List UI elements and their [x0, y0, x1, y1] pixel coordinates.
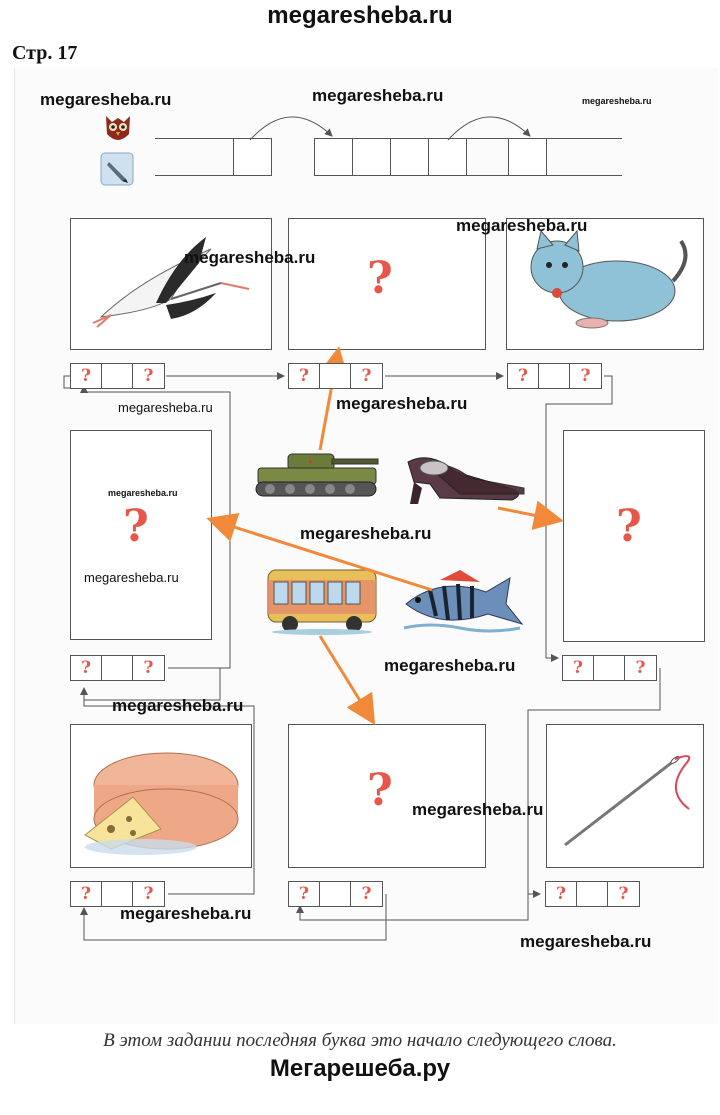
answer-cells-cat[interactable]	[507, 363, 602, 389]
middle-letter-cell[interactable]	[539, 364, 570, 388]
watermark: megaresheba.ru	[412, 800, 544, 819]
task-note: В этом задании последняя буква это начало следующего слова.	[103, 1030, 617, 1051]
watermark: megaresheba.ru	[582, 96, 652, 106]
site-header: megaresheba.ru	[267, 2, 453, 29]
middle-letter-cell[interactable]	[320, 364, 351, 388]
first-letter-cell[interactable]: ?	[563, 656, 594, 680]
frame-question-mark: ?	[123, 501, 149, 552]
middle-letter-cell[interactable]	[577, 882, 608, 906]
last-letter-cell[interactable]: ?	[580, 366, 591, 386]
watermark: megaresheba.ru	[384, 656, 516, 675]
watermark: megaresheba.ru	[118, 400, 213, 415]
first-letter-cell[interactable]: ?	[71, 656, 102, 680]
watermark: megaresheba.ru	[300, 524, 432, 543]
last-letter-cell[interactable]: ?	[361, 884, 372, 904]
watermark: megaresheba.ru	[520, 932, 652, 951]
watermark: megaresheba.ru	[40, 90, 172, 109]
watermark: megaresheba.ru	[336, 394, 468, 413]
watermark: megaresheba.ru	[84, 570, 179, 585]
answer-cells-unknown-1[interactable]	[288, 363, 383, 389]
last-letter-cell[interactable]: ?	[635, 658, 646, 678]
watermark: megaresheba.ru	[312, 86, 444, 105]
first-letter-cell[interactable]: ?	[508, 364, 539, 388]
middle-letter-cell[interactable]	[594, 656, 625, 680]
middle-letter-cell[interactable]	[102, 656, 133, 680]
last-letter-cell[interactable]: ?	[361, 366, 372, 386]
first-letter-cell[interactable]: ?	[546, 882, 577, 906]
first-letter-cell[interactable]: ?	[289, 364, 320, 388]
answer-cells-unknown-4[interactable]	[288, 881, 383, 907]
frame-question-mark: ?	[616, 501, 642, 552]
page-label: Стр. 17	[12, 42, 78, 64]
first-letter-cell[interactable]: ?	[71, 364, 102, 388]
first-letter-cell[interactable]: ?	[289, 882, 320, 906]
frame-question-mark: ?	[367, 765, 393, 816]
last-letter-cell[interactable]: ?	[143, 658, 154, 678]
watermark: megaresheba.ru	[456, 216, 588, 235]
last-letter-cell[interactable]: ?	[618, 884, 629, 904]
first-letter-cell[interactable]: ?	[71, 882, 102, 906]
watermark: megaresheba.ru	[108, 488, 178, 498]
frame-question-mark: ?	[367, 253, 393, 304]
last-letter-cell[interactable]: ?	[143, 884, 154, 904]
answer-cells-stork[interactable]	[70, 363, 165, 389]
middle-letter-cell[interactable]	[102, 364, 133, 388]
answer-cells-needle[interactable]	[545, 881, 640, 907]
watermark: megaresheba.ru	[184, 248, 316, 267]
site-footer: Мегарешеба.ру	[269, 1055, 451, 1082]
middle-letter-cell[interactable]	[102, 882, 133, 906]
middle-letter-cell[interactable]	[320, 882, 351, 906]
watermark: megaresheba.ru	[120, 904, 252, 923]
last-letter-cell[interactable]: ?	[143, 366, 154, 386]
watermark: megaresheba.ru	[112, 696, 244, 715]
answer-cells-unknown-2[interactable]	[70, 655, 165, 681]
answer-cells-unknown-3[interactable]	[562, 655, 657, 681]
